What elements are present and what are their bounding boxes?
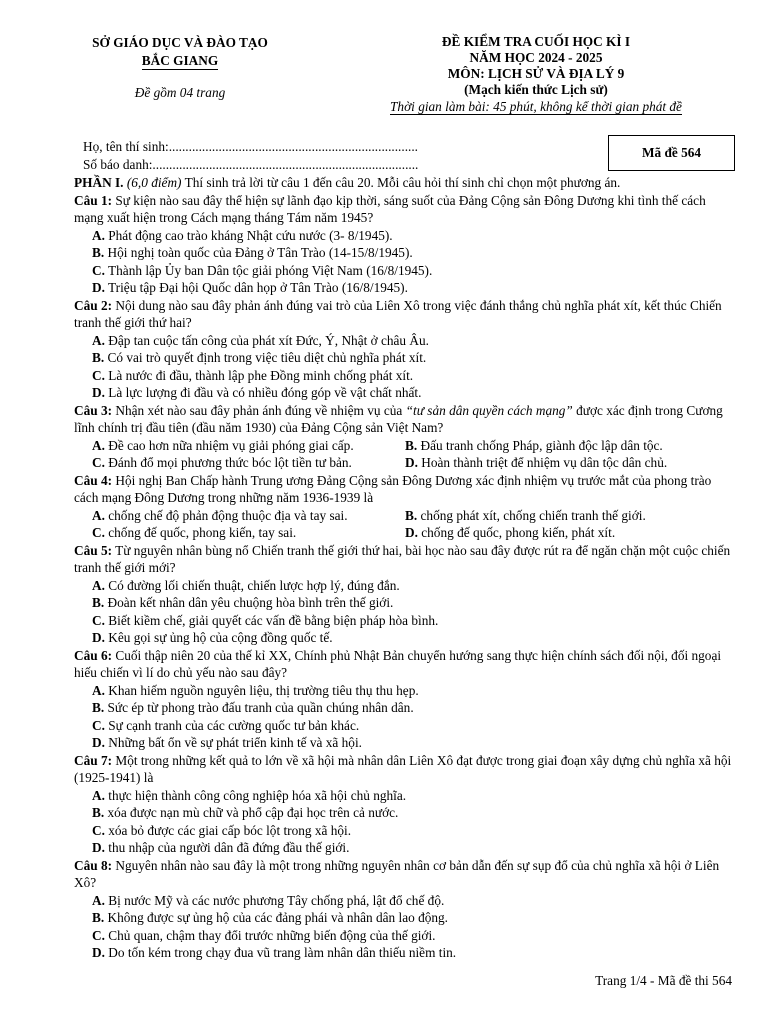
answer-option: C. Chủ quan, chậm thay đổi trước những biến động của thế giới.: [92, 927, 436, 943]
part-label: PHẦN I.: [74, 175, 124, 190]
answer-option: D. Những bất ổn về sự phát triển kinh tế và xã hội.: [92, 735, 362, 750]
question-text: Từ nguyên nhân bùng nổ Chiến tranh thế giới thứ hai, bài học nào sau đây được rút ra để ngăn chặn một cuộc chiến tranh thế giới mới?: [74, 542, 731, 575]
question-label: Câu 1:: [74, 192, 113, 208]
answer-option: C. Là nước đi đầu, thành lập phe Đồng minh chống phát xít.: [92, 367, 414, 383]
question-7: [74, 752, 736, 787]
answer-row: [74, 454, 736, 472]
province-name: BẮC GIANG: [141, 52, 219, 68]
question-label: Câu 8:: [74, 857, 113, 873]
answer-option: D. Là lực lượng đi đầu và có nhiều đóng góp về vật chất nhất.: [92, 385, 422, 400]
answer-option: B. xóa được nạn mù chữ và phổ cập đại học trên cả nước.: [92, 805, 399, 820]
answer-option: C. Thành lập Ủy ban Dân tộc giải phóng Việt Nam (16/8/1945).: [92, 262, 433, 278]
exam-code-box: Mã đề 564: [608, 135, 735, 171]
quoted-term: “tư sản dân quyền cách mạng”: [405, 402, 573, 418]
question-text: Cuối thập niên 20 của thế kỉ XX, Chính phủ Nhật Bản chuyển hướng sang thực hiện chính sách đối nội, đối ngoại hiếu chiến vì lí do chủ yếu nào sau đây?: [74, 647, 722, 680]
answer-option: D. Triệu tập Đại hội Quốc dân họp ở Tân Trào (16/8/1945).: [92, 280, 408, 295]
answer-option: A. Khan hiếm nguồn nguyên liệu, thị trường tiêu thụ thu hẹp.: [92, 682, 419, 698]
answer-option: C. xóa bỏ được các giai cấp bóc lột trong xã hội.: [92, 822, 352, 838]
answer-option: B. Đoàn kết nhân dân yêu chuộng hòa bình trên thế giới.: [92, 595, 394, 610]
question-text: Một trong những kết quả to lớn về xã hội mà nhân dân Liên Xô đạt được trong giai đoạn xây dựng chủ nghĩa xã hội (1925-1941) là: [74, 752, 732, 785]
page-count-note: Đề gồm 04 trang: [134, 84, 226, 100]
question-2: [74, 297, 736, 332]
question-4: [74, 472, 736, 507]
question-5: [74, 542, 736, 577]
subject-scope: (Mạch kiến thức Lịch sử): [464, 82, 608, 97]
answer-option: A. Đề cao hơn nữa nhiệm vụ giải phóng giai cấp.: [92, 437, 354, 453]
answer-option: D. Kêu gọi sự ủng hộ của cộng đồng quốc tế.: [92, 630, 333, 645]
answer-option: A. Phát động cao trào kháng Nhật cứu nước (3- 8/1945).: [92, 227, 393, 243]
answer-option: A. Bị nước Mỹ và các nước phương Tây chống phá, lật đổ chế độ.: [92, 892, 445, 908]
question-text: được xác định trong Cương lĩnh chính trị đầu tiên (đầu năm 1930) của Đảng Cộng sản Việt Nam?: [74, 402, 723, 435]
question-6: [74, 647, 736, 682]
answer-option: D. chống đế quốc, phong kiến, phát xít.: [405, 525, 616, 540]
answer-option: C. Biết kiềm chế, giải quyết các vấn đề bằng biện pháp hòa bình.: [92, 612, 439, 628]
answer-option: A. thực hiện thành công công nghiệp hóa xã hội chủ nghĩa.: [92, 787, 407, 803]
answer-option: D. thu nhập của người dân đã đứng đầu thế giới.: [92, 840, 350, 855]
answer-option: B. Có vai trò quyết định trong việc tiêu diệt chủ nghĩa phát xít.: [92, 350, 427, 365]
candidate-number-line: Số báo danh:................................................................................: [83, 157, 419, 172]
answer-option: D. Hoàn thành triệt để nhiệm vụ dân tộc dân chủ.: [405, 455, 668, 470]
answer-option: B. chống phát xít, chống chiến tranh thế giới.: [405, 507, 646, 523]
answer-option: B. Không được sự ủng hộ của các đảng phái và nhân dân lao động.: [92, 910, 449, 925]
answer-option: A. Có đường lối chiến thuật, chiến lược hợp lý, đúng đắn.: [92, 577, 400, 593]
answer-row: [74, 437, 736, 455]
question-label: Câu 3:: [74, 402, 113, 418]
exam-title: ĐỀ KIỂM TRA CUỐI HỌC KÌ I: [441, 34, 631, 49]
answer-option: B. Hội nghị toàn quốc của Đảng ở Tân Trào (14-15/8/1945).: [92, 245, 413, 260]
question-label: Câu 6:: [74, 647, 113, 663]
question-text: Hội nghị Ban Chấp hành Trung ương Đảng Cộng sản Đông Dương xác định nhiệm vụ trước mắt của phong trào cách mạng Đông Dương trong những năm 1936-1939 là: [74, 472, 712, 505]
school-year: NĂM HỌC 2024 - 2025: [469, 50, 603, 65]
answer-row: [74, 524, 736, 542]
time-allowed: Thời gian làm bài: 45 phút, không kể thời gian phát đề: [390, 99, 682, 114]
question-text: Nhận xét nào sau đây phản ánh đúng về nhiệm vụ của: [112, 402, 406, 418]
department-name: SỞ GIÁO DỤC VÀ ĐÀO TẠO: [92, 35, 268, 50]
answer-option: C. Đánh đổ mọi phương thức bóc lột tiền tư bản.: [92, 455, 352, 470]
answer-option: C. chống đế quốc, phong kiến, tay sai.: [92, 525, 297, 540]
answer-row: [74, 507, 736, 525]
candidate-name-line: Họ, tên thí sinh:...........................................................................: [83, 139, 419, 154]
question-label: Câu 5:: [74, 542, 113, 558]
page-footer: Trang 1/4 - Mã đề thi 564: [595, 973, 732, 988]
question-label: Câu 7:: [74, 752, 113, 768]
question-8: [74, 857, 736, 892]
answer-option: C. Sự cạnh tranh của các cường quốc tư bản khác.: [92, 717, 360, 733]
part-heading: [74, 174, 736, 192]
exam-header: [366, 34, 706, 116]
question-1: [74, 192, 736, 227]
answer-option: A. chống chế độ phản động thuộc địa và tay sai.: [92, 507, 348, 523]
answer-option: A. Đập tan cuộc tấn công của phát xít Đức, Ý, Nhật ở châu Âu.: [92, 332, 429, 348]
answer-option: B. Sức ép từ phong trào đấu tranh của quần chúng nhân dân.: [92, 700, 414, 715]
exam-content: [74, 174, 736, 962]
part-points: (6,0 điểm): [126, 175, 182, 190]
answer-option: D. Do tốn kém trong chạy đua vũ trang làm nhân dân thiếu niềm tin.: [92, 945, 457, 960]
question-text: Nội dung nào sau đây phản ánh đúng vai trò của Liên Xô trong việc đánh thắng chủ nghĩa phát xít, kết thúc Chiến tranh thế giới thứ hai?: [74, 297, 722, 330]
question-label: Câu 2:: [74, 297, 113, 313]
question-text: Sự kiện nào sau đây thể hiện sự lãnh đạo kịp thời, sáng suốt của Đảng Cộng sản Đông Dương khi tình thế cách mạng xuất hiện trong Cách mạng tháng Tám năm 1945?: [74, 192, 706, 225]
subject-name: MÔN: LỊCH SỬ VÀ ĐỊA LÝ 9: [447, 66, 625, 81]
question-text: Nguyên nhân nào sau đây là một trong những nguyên nhân cơ bản dẫn đến sự sụp đổ của chủ nghĩa xã hội ở Liên Xô?: [74, 857, 720, 890]
answer-option: B. Đấu tranh chống Pháp, giành độc lập dân tộc.: [405, 437, 663, 453]
part-instruction: Thí sinh trả lời từ câu 1 đến câu 20. Mỗi câu hỏi thí sinh chỉ chọn một phương án.: [181, 175, 621, 190]
school-header: [90, 34, 270, 101]
candidate-info: [83, 138, 418, 174]
question-label: Câu 4:: [74, 472, 113, 488]
question-3: [74, 402, 736, 437]
